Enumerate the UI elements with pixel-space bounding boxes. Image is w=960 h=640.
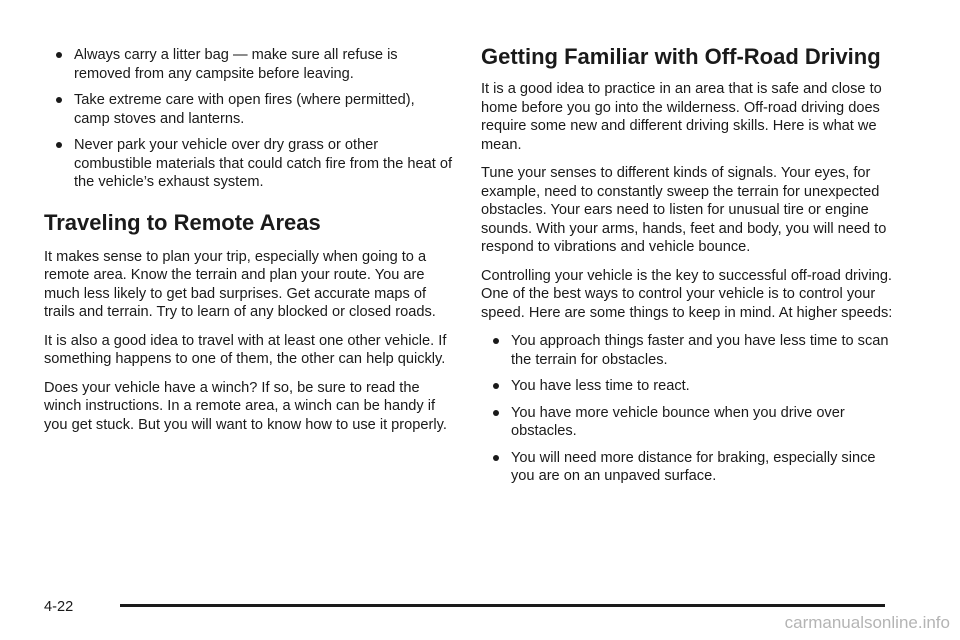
bullet-icon	[493, 338, 499, 344]
bullet-text: You will need more distance for braking, especially since you are on an unpaved surface.	[511, 449, 876, 484]
list-item	[481, 332, 901, 369]
list-item	[44, 46, 452, 83]
bullet-text: Never park your vehicle over dry grass or other combustible materials that could catch fire from the heat of the vehicle’s exhaust system.	[74, 137, 452, 190]
paragraph: Tune your senses to different kinds of signals. Your eyes, for example, need to constantly sweep the terrain for unexpected obstacles. Your ears need to listen for unusual tire or engine sounds. With your arms, hands, feet and body, you will need to respond to vibrations and vehicle bounce.	[481, 165, 887, 255]
bullet-icon	[493, 383, 499, 389]
list-item	[481, 449, 901, 486]
section-heading-remote-areas: Traveling to Remote Areas	[44, 209, 321, 235]
footer-divider	[120, 604, 885, 607]
left-column	[44, 46, 452, 444]
right-bullet-list	[481, 332, 901, 486]
page-number: 4-22	[44, 599, 74, 615]
bullet-text: You have less time to react.	[511, 378, 690, 394]
paragraph: It is a good idea to practice in an area that is safe and close to home before you go into the wilderness. Off-road driving does require some new and different driving skills. Here is what we mean.	[481, 81, 882, 153]
bullet-icon	[493, 455, 499, 461]
bullet-text: Take extreme care with open fires (where permitted), camp stoves and lanterns.	[74, 92, 415, 127]
list-item	[481, 404, 901, 441]
right-column	[481, 44, 901, 494]
paragraph: It makes sense to plan your trip, especially when going to a remote area. Know the terrain and plan your route. You are much less likely to get bad surprises. Get accurate maps of trails and terrain. Try to learn of any blocked or closed roads.	[44, 248, 436, 320]
bullet-icon	[493, 410, 499, 416]
bullet-text: Always carry a litter bag — make sure all refuse is removed from any campsite before leaving.	[74, 47, 398, 82]
left-bullet-list	[44, 46, 452, 192]
list-item	[44, 136, 452, 192]
bullet-text: You have more vehicle bounce when you drive over obstacles.	[511, 404, 845, 439]
watermark: carmanualsonline.info	[784, 613, 950, 632]
bullet-text: You approach things faster and you have less time to scan the terrain for obstacles.	[511, 333, 889, 368]
list-item	[44, 91, 452, 128]
list-item	[481, 377, 901, 396]
bullet-icon	[56, 52, 62, 58]
paragraph: It is also a good idea to travel with at least one other vehicle. If something happens to one of them, the other can help quickly.	[44, 332, 447, 367]
paragraph: Controlling your vehicle is the key to successful off-road driving. One of the best ways to control your vehicle is to control your speed. Here are some things to keep in mind. At higher speeds:	[481, 267, 893, 321]
paragraph: Does your vehicle have a winch? If so, be sure to read the winch instructions. In a remote area, a winch can be handy if you get stuck. But you will want to know how to use it properly.	[44, 379, 447, 433]
bullet-icon	[56, 97, 62, 103]
bullet-icon	[56, 142, 62, 148]
section-heading-off-road: Getting Familiar with Off-Road Driving	[481, 44, 881, 69]
